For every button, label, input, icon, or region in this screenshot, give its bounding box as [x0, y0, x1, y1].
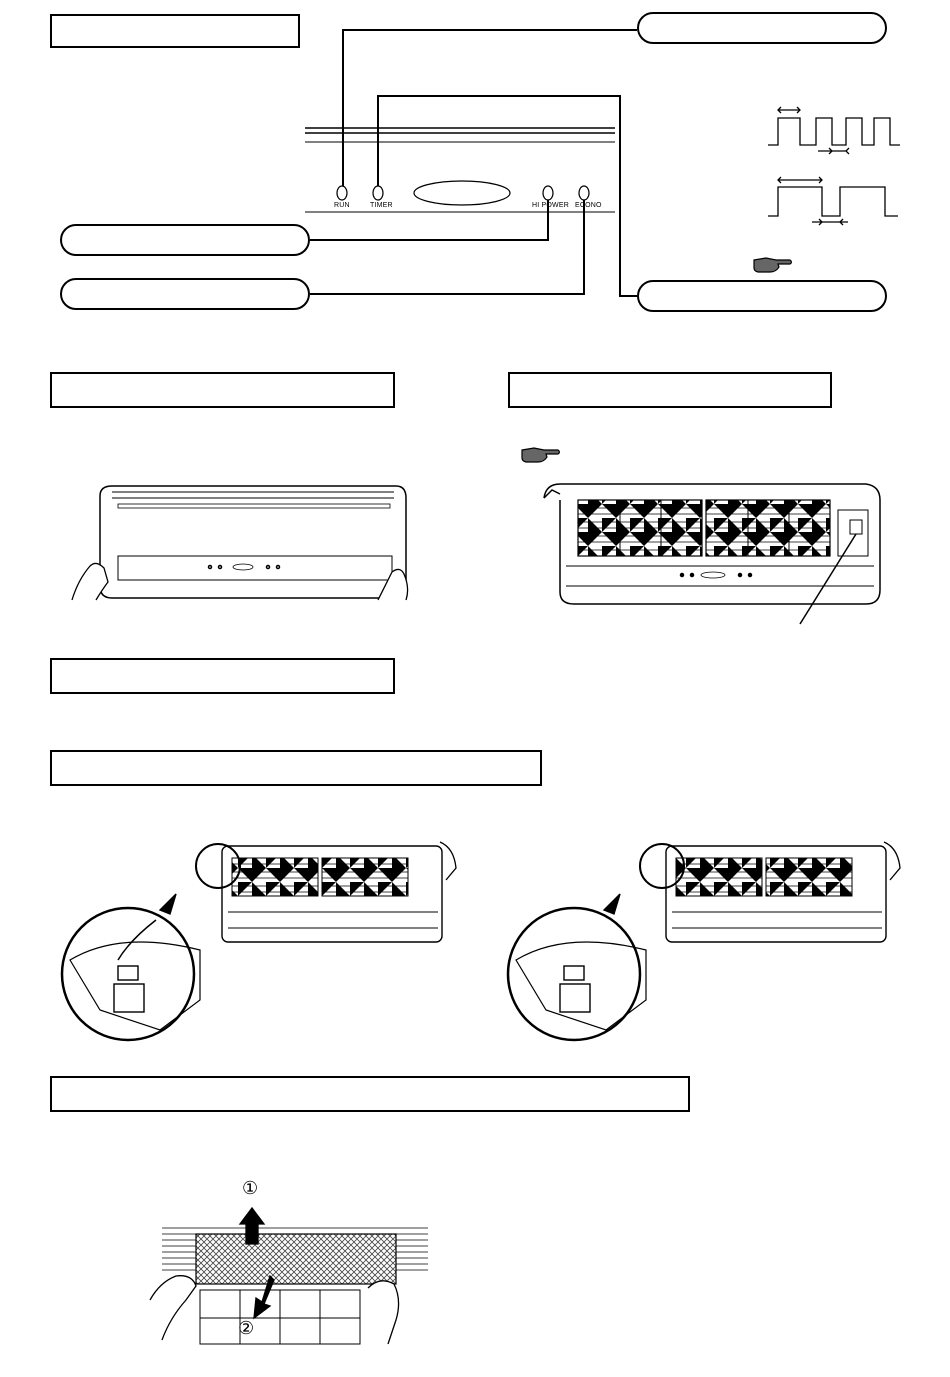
hi-power-lamp-icon	[543, 186, 553, 200]
econo-label: ECONO	[575, 202, 602, 209]
display-window-icon	[414, 181, 510, 205]
run-label: RUN	[334, 202, 350, 209]
run-lamp-icon	[337, 186, 347, 200]
econo-lamp-icon	[579, 186, 589, 200]
step-1-marker: ①	[242, 1178, 259, 1198]
slow-blink-waveform-icon	[768, 177, 898, 225]
step-2-marker: ②	[238, 1318, 255, 1338]
hi-power-label: HI POWER	[532, 202, 569, 209]
pointing-hand-icon	[754, 258, 792, 272]
timer-lamp-icon	[373, 186, 383, 200]
timer-label: TIMER	[370, 202, 393, 209]
fast-blink-waveform-icon	[768, 107, 900, 154]
